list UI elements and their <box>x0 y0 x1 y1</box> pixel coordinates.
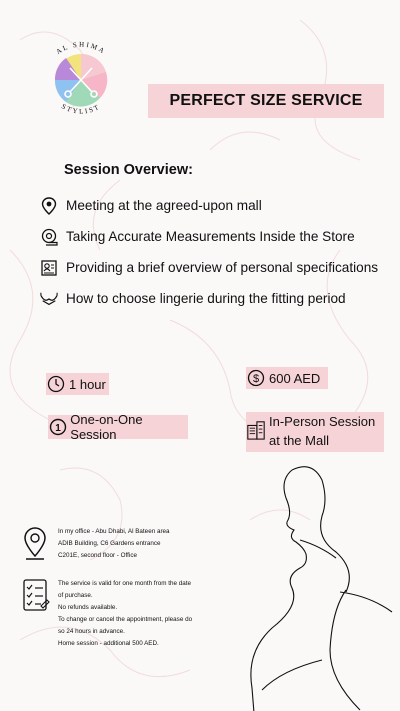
location-type-line1: In-Person Session <box>269 414 376 429</box>
svg-text:$: $ <box>252 373 260 385</box>
map-pin-icon <box>40 197 58 215</box>
terms-line: The service is valid for one month from the date <box>58 580 191 587</box>
office-lines <box>58 526 170 562</box>
price-text: 600 AED <box>269 370 321 386</box>
clock-icon <box>46 374 66 394</box>
overview-list <box>40 190 390 314</box>
list-item <box>40 221 390 252</box>
logo-arc-bottom: STYLIST <box>60 102 102 116</box>
brand-logo <box>26 24 136 116</box>
office-line: ADIB Building, C6 Gardens entrance <box>58 540 161 547</box>
clipboard-profile-icon <box>40 259 58 277</box>
session-type-badge <box>48 412 188 442</box>
svg-text:1: 1 <box>54 423 61 434</box>
svg-text:AL SHIMA <box>55 41 108 56</box>
logo-arc-top: AL SHIMA <box>54 40 108 56</box>
building-icon <box>246 420 266 440</box>
office-line: C201E, second floor - Office <box>58 552 137 559</box>
session-type-text: One-on-One Session <box>70 412 143 442</box>
terms-lines <box>58 578 192 650</box>
price-badge <box>246 367 328 389</box>
overview-item-text: How to choose lingerie during the fitting period <box>66 291 346 306</box>
overview-heading: Session Overview: <box>64 162 193 178</box>
terms-line: of purchase. <box>58 592 93 599</box>
list-item <box>40 252 390 283</box>
overview-item-text: Taking Accurate Measurements Inside the Store <box>66 229 355 244</box>
page-title-text: PERFECT SIZE SERVICE <box>169 92 363 109</box>
terms-line: To change or cancel the appointment, please do <box>58 616 193 623</box>
list-item <box>40 283 390 314</box>
duration-badge <box>46 373 109 395</box>
checklist-icon <box>18 578 52 650</box>
location-pin-icon <box>18 526 52 562</box>
list-item <box>40 190 390 221</box>
overview-item-text: Providing a brief overview of personal specifications <box>66 260 379 275</box>
service-terms <box>18 578 192 650</box>
terms-line: so 24 hours in advance. <box>58 628 125 635</box>
location-type-text <box>269 412 375 450</box>
location-type-badge <box>246 412 384 452</box>
overview-item-text: Meeting at the agreed-upon mall <box>66 198 262 213</box>
page-title <box>148 84 384 118</box>
duration-text: 1 hour <box>69 376 106 392</box>
bra-icon <box>40 290 58 308</box>
dollar-icon <box>246 368 266 388</box>
office-line: In my office - Abu Dhabi, Al Bateen area <box>58 528 170 535</box>
terms-line: Home session - additional 500 AED. <box>58 640 159 647</box>
number-one-icon <box>48 417 67 437</box>
measuring-tape-icon <box>40 228 58 246</box>
office-address <box>18 526 170 562</box>
terms-line: No refunds available. <box>58 604 118 611</box>
location-type-line2: at the Mall <box>269 433 329 448</box>
